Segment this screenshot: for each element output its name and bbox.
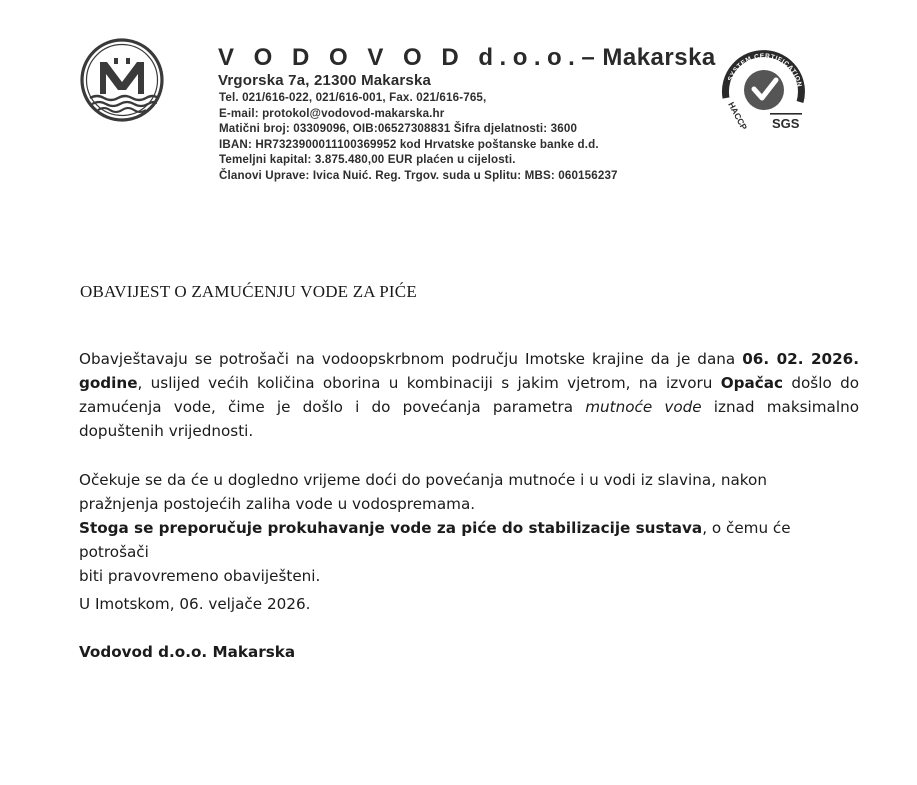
p1-line-1: [79, 347, 859, 371]
p1-line-2: [79, 371, 859, 395]
p1-l3-text: zamućenja vode, čime je došlo i do povećanja parametra: [79, 398, 586, 416]
p2-line-2: pražnjenja postojećih zaliha vode u vodospremama.: [79, 495, 476, 513]
notice-paragraph-2: [79, 468, 859, 588]
company-details: [219, 90, 716, 183]
place-date: U Imotskom, 06. veljače 2026.: [79, 595, 311, 613]
p2-line-1: Očekuje se da će u dogledno vrijeme doći do povećanja mutnoće i u vodi iz slavina, nakon: [79, 471, 767, 489]
logo-letter: M: [121, 49, 123, 51]
signature: Vodovod d.o.o. Makarska: [79, 643, 296, 661]
notice-paragraph-1: [79, 347, 859, 443]
p1-godine: godine: [79, 374, 138, 392]
cert-haccp-label: HACCP: [726, 100, 750, 132]
p2-line-4: biti pravovremeno obaviješteni.: [79, 567, 321, 585]
p1-line-3: [79, 395, 859, 419]
cert-ring-text: SYSTEM CERTIFICATION: [726, 52, 803, 88]
vodovod-logo: [80, 38, 164, 122]
company-name: [218, 44, 716, 72]
p1-source: Opačac: [720, 374, 784, 392]
p1-l3-end: iznad maksimalno: [701, 398, 859, 416]
detail-iban: IBAN: HR7323900011100369952 kod Hrvatske poštanske banke d.d.: [219, 137, 599, 151]
cert-sgs-label: SGS: [772, 116, 800, 131]
detail-email: E-mail: protokol@vodovod-makarska.hr: [219, 106, 445, 120]
p1-turbidity: mutnoće vode: [585, 398, 702, 416]
company-address: Vrgorska 7a, 21300 Makarska: [218, 72, 432, 89]
sgs-haccp-cert-icon: [714, 40, 810, 132]
company-block: [218, 44, 716, 183]
detail-board: Članovi Uprave: Ivica Nuić. Reg. Trgov. suda u Splitu: MBS: 060156237: [219, 168, 618, 182]
detail-phone: Tel. 021/616-022, 021/616-001, Fax. 021/616-765,: [219, 91, 487, 104]
company-name-text: V O D O V O D d.o.o.: [218, 44, 582, 71]
p2-l3-rest: , o čemu će potrošači: [79, 519, 791, 561]
company-city: – Makarska: [581, 44, 716, 71]
p1-l1-text: Obavještavaju se potrošači na vodoopskrbnom području Imotske krajine da je dana: [79, 350, 743, 368]
p2-recommendation: Stoga se preporučuje prokuhavanje vode za piće do stabilizacije sustava: [79, 519, 703, 537]
detail-capital: Temeljni kapital: 3.875.480,00 EUR plaćen u cijelosti.: [219, 153, 516, 166]
p1-date: 06. 02. 2026.: [742, 350, 859, 368]
p1-l2-end: došlo do: [783, 374, 859, 392]
p2-line-3: [79, 516, 859, 564]
p1-line-4: dopuštenih vrijednosti.: [79, 422, 254, 440]
notice-title: OBAVIJEST O ZAMUĆENJU VODE ZA PIĆE: [80, 282, 417, 301]
p1-l2-text: , uslijed većih količina oborina u kombinaciji s jakim vjetrom, na izvoru: [137, 374, 721, 392]
detail-registration: Matični broj: 03309096, OIB:06527308831 Šifra djelatnosti: 3600: [219, 122, 578, 135]
